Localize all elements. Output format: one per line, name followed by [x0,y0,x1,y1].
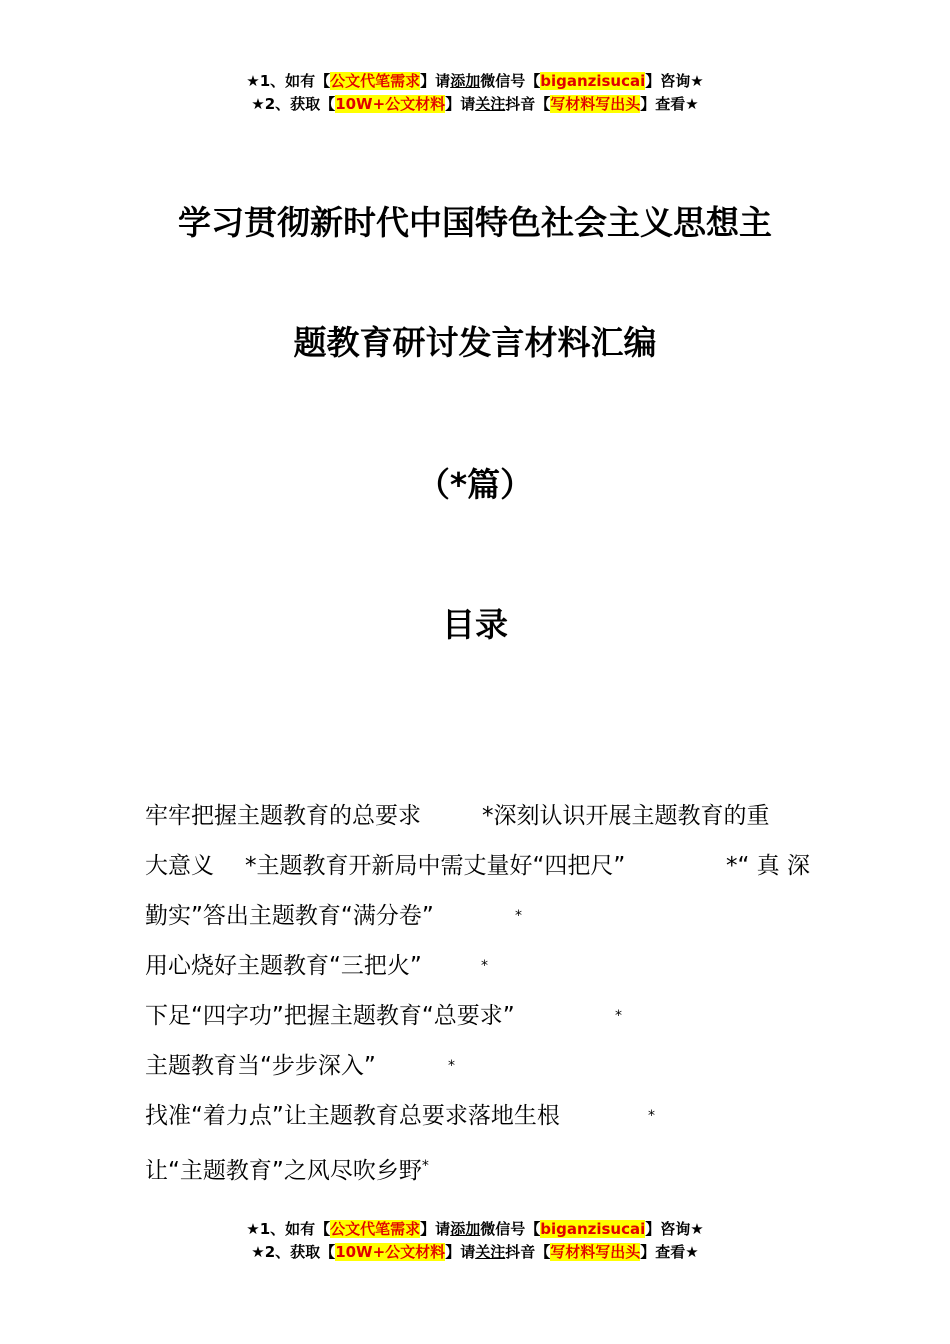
highlight-materials: 10W+公文材料 [335,1243,446,1261]
toc-entry: 让“主题教育”之风尽吹乡野 [145,1158,422,1184]
toc-row [145,996,810,1046]
highlight-douyin: 写材料写出头 [550,1243,641,1261]
highlight-douyin: 写材料写出头 [550,95,641,113]
toc-separator: * [421,1158,429,1174]
highlight-wechat-id: biganzisucai [540,72,646,90]
toc-entry: 大意义 [145,853,214,879]
document-title-line-1: 学习贯彻新时代中国特色社会主义思想主 [178,203,772,242]
highlight-ghostwriting: 公文代笔需求 [330,1220,421,1238]
article-count: （*篇） [416,465,534,504]
banner-line-2: ★2、获取【10W+公文材料】请关注抖音【写材料写出头】查看★ [251,95,699,113]
toc-entry: 牢牢把握主题教育的总要求 [145,803,421,829]
toc-separator: * [648,1108,655,1124]
toc-entry: 主题教育当“步步深入” [145,1053,376,1079]
toc-row [145,846,810,896]
toc-entry: 下足“四字功”把握主题教育“总要求” [145,1003,515,1029]
footer-banner [0,1218,950,1264]
toc-row [145,1146,810,1196]
toc-row [145,1096,810,1146]
banner-line-1: ★1、如有【公文代笔需求】请添加微信号【biganzisucai】咨询★ [246,1220,704,1238]
toc-separator: * [481,958,488,974]
toc-row [145,1046,810,1096]
highlight-materials: 10W+公文材料 [335,95,446,113]
highlight-ghostwriting: 公文代笔需求 [330,72,421,90]
document-title-line-2: 题教育研讨发言材料汇编 [293,323,657,362]
toc-entry: 找准“着力点”让主题教育总要求落地生根 [145,1103,560,1129]
toc-entry: 用心烧好主题教育“三把火” [145,953,422,979]
toc-separator: * [448,1058,455,1074]
toc-entry: *深刻认识开展主题教育的重 [482,803,770,829]
toc-entry: *主题教育开新局中需丈量好“四把尺” [245,853,626,879]
banner-line-1: ★1、如有【公文代笔需求】请添加微信号【biganzisucai】咨询★ [246,72,704,90]
toc-row [145,896,810,946]
header-banner [0,70,950,116]
banner-line-2: ★2、获取【10W+公文材料】请关注抖音【写材料写出头】查看★ [251,1243,699,1261]
toc-row [145,796,810,846]
toc-heading: 目录 [442,605,508,644]
toc-entry: *“ 真 深 [725,853,810,879]
toc-separator: * [515,908,522,924]
highlight-wechat-id: biganzisucai [540,1220,646,1238]
toc-row [145,946,810,996]
toc-separator: * [615,1008,622,1024]
toc-entry: 勤实”答出主题教育“满分卷” [145,903,434,929]
table-of-contents [145,796,810,1196]
